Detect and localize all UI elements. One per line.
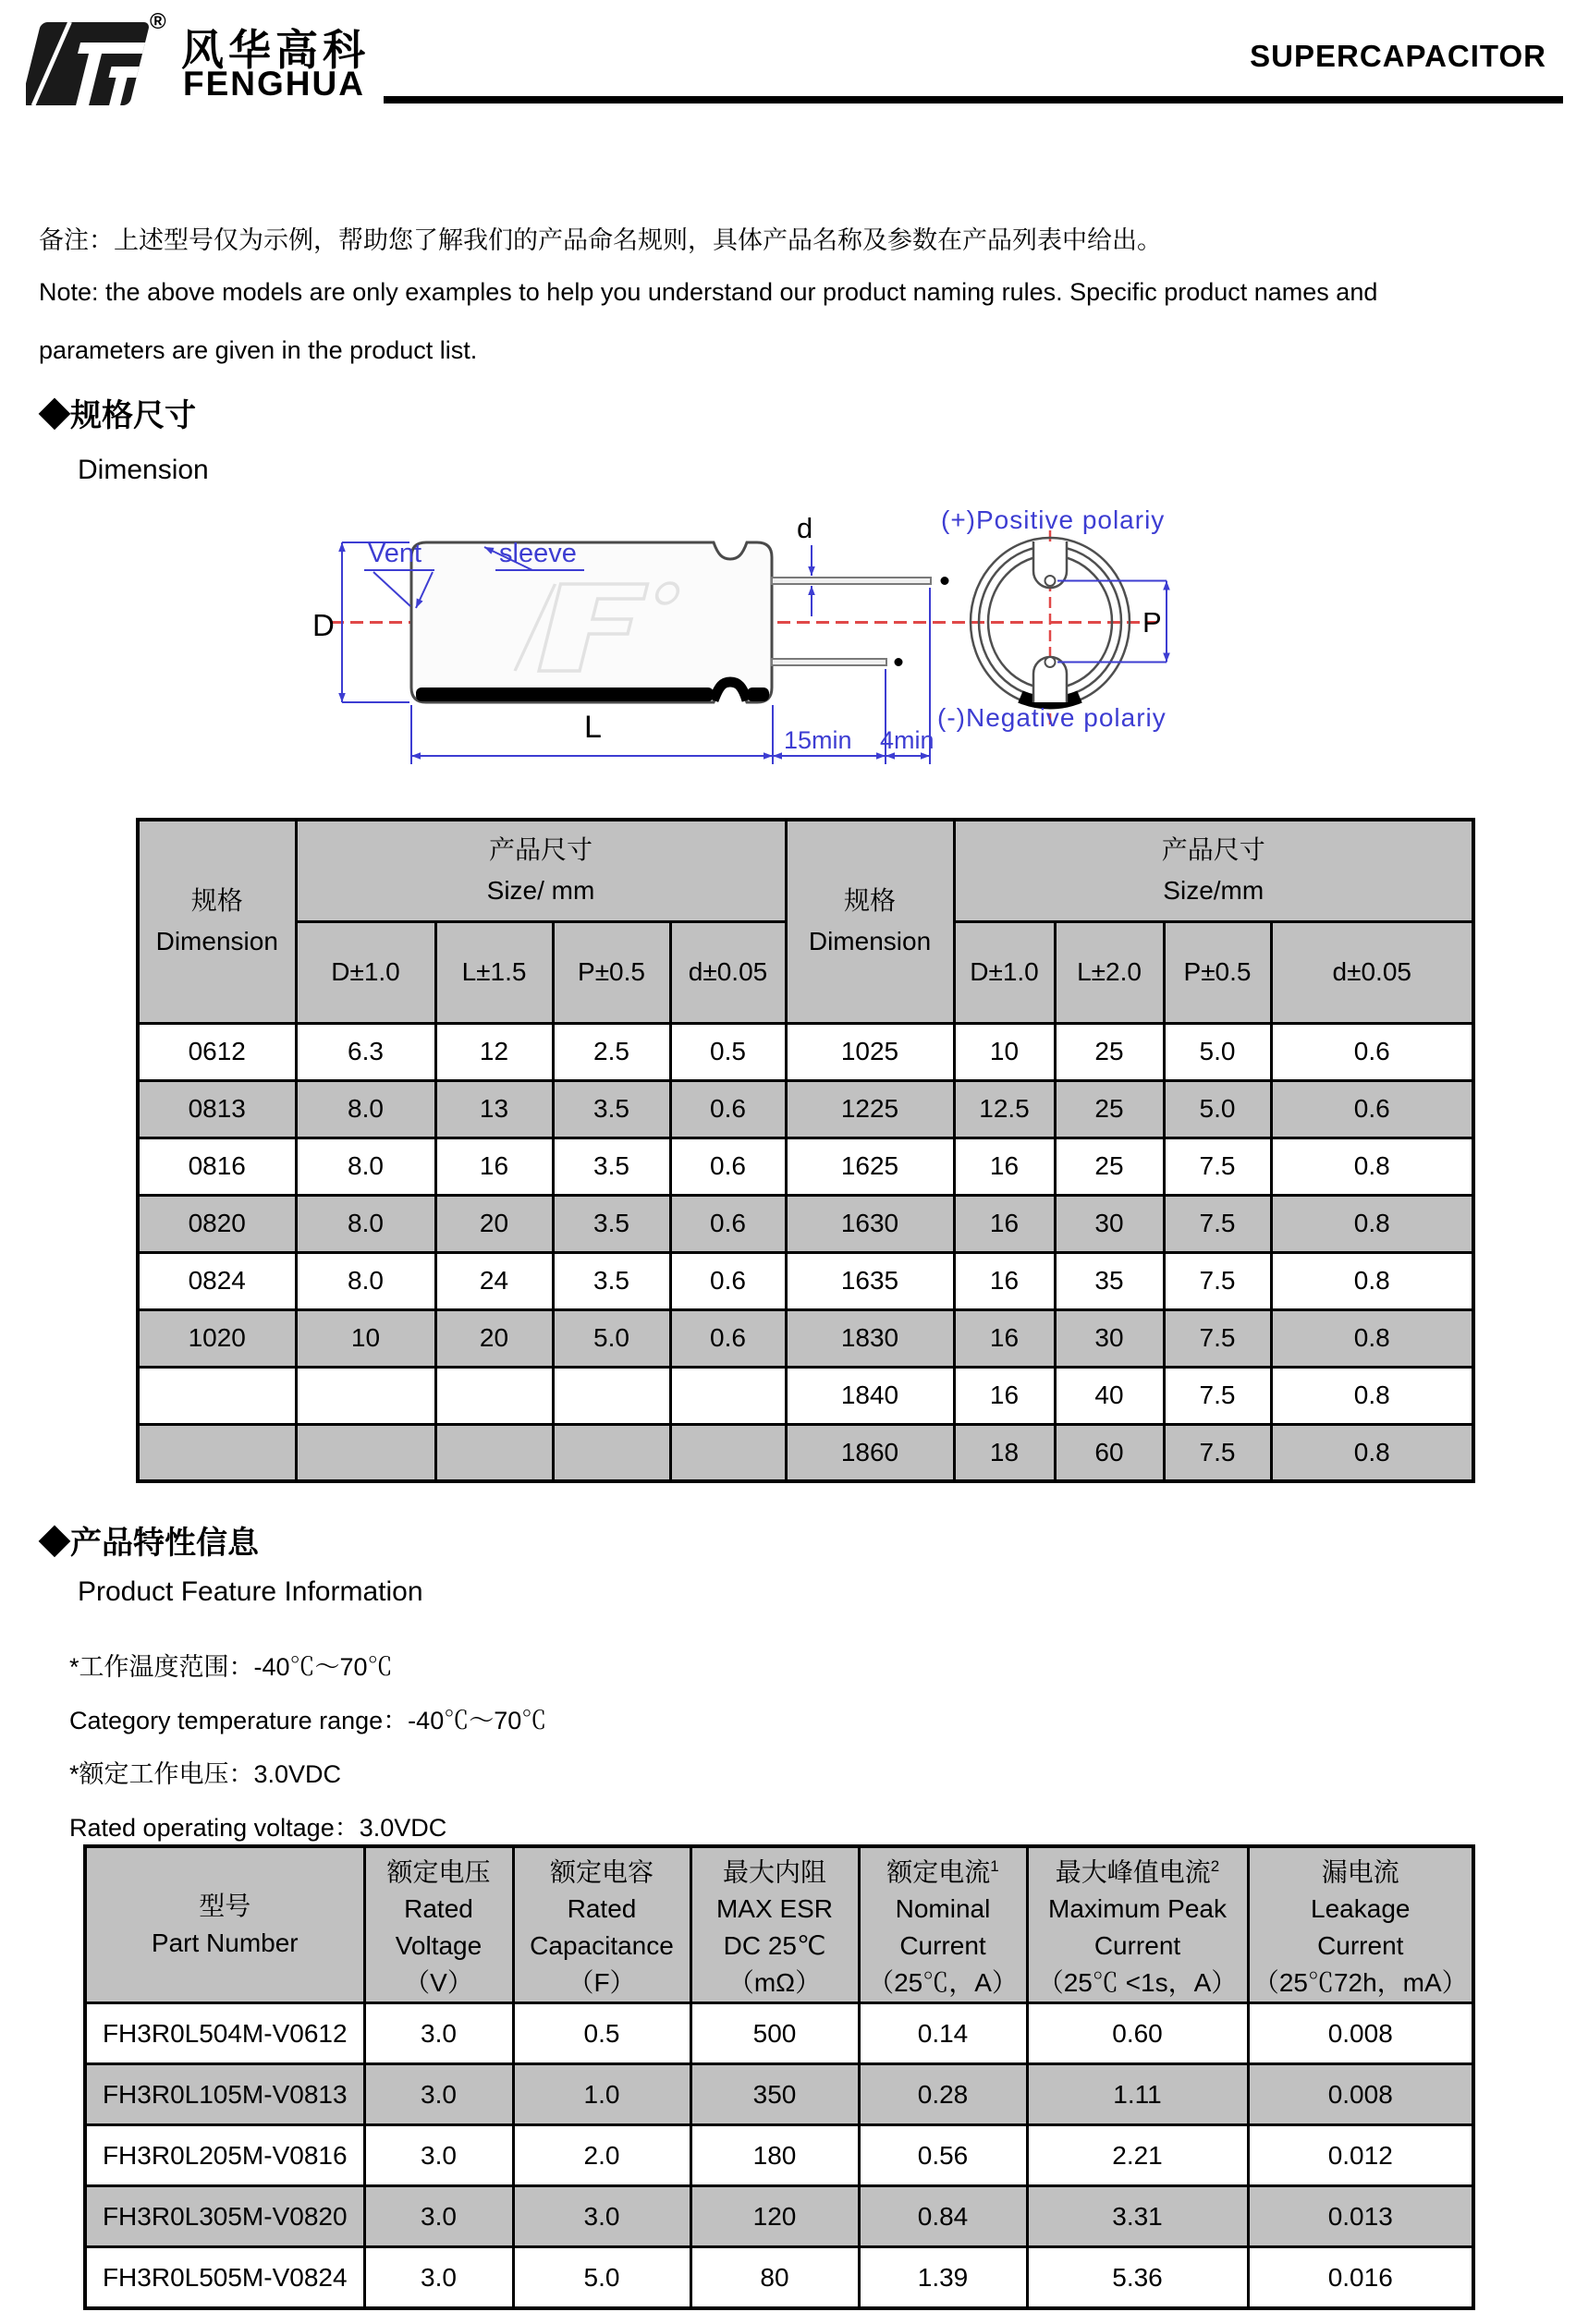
negative-lead	[772, 659, 886, 665]
table-row	[138, 1138, 1473, 1195]
table-cell: 3.0	[364, 2186, 513, 2247]
lead-diameter-label: d	[797, 512, 813, 544]
table-cell: 3.0	[364, 2247, 513, 2308]
table-cell: 0.016	[1248, 2247, 1473, 2308]
table-cell: 3.31	[1027, 2186, 1248, 2247]
table-cell: 0824	[138, 1252, 296, 1309]
page-title: SUPERCAPACITOR	[1250, 39, 1546, 73]
table-row	[85, 2186, 1473, 2247]
logo-registered-mark: ®	[150, 9, 166, 34]
part-number-cell: FH3R0L505M-V0824	[85, 2247, 364, 2308]
header-superscript: 2	[1210, 1857, 1220, 1875]
col-header: L±2.0	[1055, 921, 1164, 1023]
table-cell: 16	[954, 1309, 1055, 1367]
negative-lead-dot	[895, 658, 903, 666]
spec-header-cn: 规格	[843, 886, 896, 916]
table-cell: 60	[1055, 1424, 1164, 1481]
table-cell: 7.5	[1164, 1424, 1271, 1481]
table-row	[85, 2247, 1473, 2308]
table-cell	[553, 1367, 670, 1424]
dimension-table	[136, 818, 1475, 1483]
body-bottom-band-right	[747, 687, 769, 701]
table-cell: 1840	[786, 1367, 954, 1424]
table-cell: 16	[954, 1138, 1055, 1195]
part-number-header	[85, 1846, 364, 2003]
table-cell: 3.5	[553, 1252, 670, 1309]
table-cell: 30	[1055, 1195, 1164, 1252]
table-cell: 5.0	[513, 2247, 690, 2308]
size-header-cn: 产品尺寸	[488, 835, 593, 865]
vent-label: Vent	[368, 539, 422, 568]
header-line: Voltage	[395, 1931, 483, 1961]
header-line: （mΩ）	[727, 1968, 822, 1998]
table-cell: 8.0	[296, 1195, 435, 1252]
dimension-table-spec-header-right	[786, 820, 954, 1023]
header-line: Rated	[404, 1894, 473, 1924]
part-number-cell: FH3R0L105M-V0813	[85, 2064, 364, 2125]
table-cell: 0.6	[1271, 1023, 1473, 1080]
table-cell: 3.0	[513, 2186, 690, 2247]
table-cell: 1.11	[1027, 2064, 1248, 2125]
positive-lead-dot	[941, 577, 949, 585]
table-row	[85, 2064, 1473, 2125]
table-row	[85, 2125, 1473, 2186]
table-cell: 7.5	[1164, 1138, 1271, 1195]
size-header-left	[296, 820, 786, 921]
table-cell: 7.5	[1164, 1367, 1271, 1424]
col-header: d±0.05	[1271, 921, 1473, 1023]
header-cn-text: 额定电压	[386, 1857, 491, 1887]
table-cell	[670, 1367, 786, 1424]
header-line: Nominal	[895, 1894, 991, 1924]
table-cell: 10	[296, 1309, 435, 1367]
spec-header-en: Dimension	[155, 927, 278, 956]
table-row	[138, 1367, 1473, 1424]
col-header: d±0.05	[670, 921, 786, 1023]
table-cell: 1630	[786, 1195, 954, 1252]
table-cell: 1635	[786, 1252, 954, 1309]
note-line-en2: parameters are given in the product list.	[39, 336, 478, 364]
table-cell: 16	[954, 1195, 1055, 1252]
col-header: D±1.0	[296, 921, 435, 1023]
table-cell: 0.012	[1248, 2125, 1473, 2186]
table-row	[138, 1252, 1473, 1309]
table-cell: 80	[690, 2247, 859, 2308]
header-line: （F）	[568, 1968, 636, 1998]
col-header: D±1.0	[954, 921, 1055, 1023]
table-cell: 25	[1055, 1138, 1164, 1195]
header-line: （25℃ <1s，A）	[1037, 1968, 1238, 1998]
negative-lead-hole	[1045, 657, 1056, 667]
table-cell: 3.5	[553, 1080, 670, 1138]
table-cell: 20	[435, 1195, 553, 1252]
table-cell: 7.5	[1164, 1309, 1271, 1367]
note-line-cn: 备注：上述型号仅为示例，帮助您了解我们的产品命名规则，具体产品名称及参数在产品列表中给出。	[39, 226, 1162, 254]
feature-heading-en: Product Feature Information	[78, 1576, 423, 1607]
table-cell: 12	[435, 1023, 553, 1080]
table-cell: 0.013	[1248, 2186, 1473, 2247]
table-cell: 7.5	[1164, 1252, 1271, 1309]
spec-header-en: Dimension	[808, 927, 932, 956]
table-cell	[296, 1424, 435, 1481]
table-cell: 18	[954, 1424, 1055, 1481]
table-cell: 7.5	[1164, 1195, 1271, 1252]
table-cell: 180	[690, 2125, 859, 2186]
table-cell: 5.36	[1027, 2247, 1248, 2308]
feature-heading-cn: ◆产品特性信息	[39, 1526, 259, 1561]
brand-name-cn: 风华高科	[181, 26, 370, 74]
table-cell: 24	[435, 1252, 553, 1309]
table-cell: 5.0	[1164, 1023, 1271, 1080]
table-cell: 0.60	[1027, 2003, 1248, 2064]
table-cell: 1625	[786, 1138, 954, 1195]
table-cell: 12.5	[954, 1080, 1055, 1138]
table-cell: 0.008	[1248, 2064, 1473, 2125]
table-cell: 500	[690, 2003, 859, 2064]
table-cell: 5.0	[1164, 1080, 1271, 1138]
feature-line: *工作温度范围：-40℃～70℃	[69, 1653, 393, 1681]
max-esr-header	[690, 1846, 859, 2003]
dimension-table-spec-header-left	[138, 820, 296, 1023]
header-line: Current	[1317, 1931, 1404, 1961]
table-cell: 30	[1055, 1309, 1164, 1367]
header-cn-text: 额定电容	[549, 1857, 654, 1887]
part-number-cell: FH3R0L305M-V0820	[85, 2186, 364, 2247]
pitch-label: P	[1142, 606, 1162, 639]
lead-length-min-label: 15min	[784, 726, 852, 754]
header-line: Rated	[567, 1894, 637, 1924]
sleeve-label: sleeve	[499, 539, 577, 568]
header-line-cn	[515, 1848, 690, 1891]
table-cell: 0.6	[670, 1252, 786, 1309]
header-cn-text: 额定电流	[886, 1857, 991, 1887]
table-cell: 1.39	[859, 2247, 1027, 2308]
table-cell: 0.5	[670, 1023, 786, 1080]
size-header-unit: Size/mm	[1163, 876, 1264, 906]
dimension-heading-cn: ◆规格尺寸	[39, 398, 196, 433]
capacitor-body	[411, 542, 772, 702]
table-cell: 3.0	[364, 2064, 513, 2125]
header-line: Leakage	[1311, 1894, 1411, 1924]
header-cn-text: 最大峰值电流	[1055, 1857, 1211, 1887]
table-cell: 0.28	[859, 2064, 1027, 2125]
header-line: （V）	[404, 1968, 473, 1998]
table-cell: 350	[690, 2064, 859, 2125]
header-line-cn	[1029, 1848, 1247, 1891]
size-header-cn: 产品尺寸	[1161, 835, 1265, 865]
table-cell: 1020	[138, 1309, 296, 1367]
table-row	[138, 1080, 1473, 1138]
table-cell: 35	[1055, 1252, 1164, 1309]
size-header-right	[954, 820, 1473, 921]
table-cell: 0.008	[1248, 2003, 1473, 2064]
table-cell: 0.56	[859, 2125, 1027, 2186]
table-cell: 0.8	[1271, 1195, 1473, 1252]
table-cell	[138, 1424, 296, 1481]
table-cell: 0612	[138, 1023, 296, 1080]
header-cn-text: 漏电流	[1321, 1857, 1399, 1887]
header-line: Current	[1093, 1931, 1181, 1961]
table-cell: 0.6	[670, 1195, 786, 1252]
table-cell: 10	[954, 1023, 1055, 1080]
fenghua-logo-icon	[26, 17, 166, 116]
table-cell: 2.5	[553, 1023, 670, 1080]
size-header-unit: Size/ mm	[486, 876, 595, 906]
table-cell: 3.0	[364, 2003, 513, 2064]
col-header: L±1.5	[435, 921, 553, 1023]
table-cell: 20	[435, 1309, 553, 1367]
feature-line: *额定工作电压：3.0VDC	[69, 1760, 342, 1788]
table-cell: 1.0	[513, 2064, 690, 2125]
table-row	[138, 1309, 1473, 1367]
header-line: Capacitance	[530, 1931, 674, 1961]
table-cell: 0.8	[1271, 1424, 1473, 1481]
table-cell	[138, 1367, 296, 1424]
table-cell: 0816	[138, 1138, 296, 1195]
col-header: P±0.5	[1164, 921, 1271, 1023]
table-cell: 8.0	[296, 1252, 435, 1309]
header-line: （25℃，A）	[868, 1968, 1018, 1998]
table-cell: 1860	[786, 1424, 954, 1481]
table-cell: 120	[690, 2186, 859, 2247]
table-cell: 6.3	[296, 1023, 435, 1080]
table-cell: 25	[1055, 1023, 1164, 1080]
table-cell: 0.6	[1271, 1080, 1473, 1138]
dimension-heading-en: Dimension	[78, 455, 209, 485]
table-cell: 25	[1055, 1080, 1164, 1138]
table-cell: 0.8	[1271, 1309, 1473, 1367]
header-line: MAX ESR	[715, 1894, 834, 1924]
length-label: L	[584, 710, 602, 745]
table-row	[85, 2003, 1473, 2064]
header-cn-text: 最大内阻	[722, 1857, 826, 1887]
table-cell: 0.8	[1271, 1252, 1473, 1309]
table-cell: 13	[435, 1080, 553, 1138]
leakage-current-header	[1248, 1846, 1473, 2003]
table-cell: 3.5	[553, 1138, 670, 1195]
header-line-cn	[692, 1848, 858, 1891]
table-cell: 1830	[786, 1309, 954, 1367]
header-line-cn: 型号	[199, 1892, 251, 1921]
spec-header-cn: 规格	[190, 886, 243, 916]
nominal-current-header	[859, 1846, 1027, 2003]
feature-line: Category temperature range：-40℃～70℃	[69, 1707, 547, 1734]
rated-capacitance-header	[513, 1846, 690, 2003]
table-cell: 0.84	[859, 2186, 1027, 2247]
table-cell: 3.0	[364, 2125, 513, 2186]
table-cell: 0.6	[670, 1138, 786, 1195]
table-cell: 8.0	[296, 1138, 435, 1195]
table-cell: 0820	[138, 1195, 296, 1252]
table-cell: 40	[1055, 1367, 1164, 1424]
header-line: Current	[899, 1931, 986, 1961]
max-peak-current-header	[1027, 1846, 1248, 2003]
table-cell: 0.8	[1271, 1138, 1473, 1195]
header-line-cn	[861, 1848, 1026, 1891]
note-line-en1: Note: the above models are only examples to help you understand our product naming rules. Specific product names and	[39, 278, 1378, 306]
header-line: Part Number	[151, 1929, 299, 1958]
positive-polarity-label: (+)Positive polariy	[941, 505, 1166, 534]
table-cell: 1025	[786, 1023, 954, 1080]
table-cell: 2.0	[513, 2125, 690, 2186]
positive-lead-hole	[1045, 576, 1056, 586]
table-cell: 0.14	[859, 2003, 1027, 2064]
body-bottom-band	[416, 687, 714, 701]
header-line: （25℃72h，mA）	[1252, 1968, 1468, 1998]
capacitor-dimension-diagram	[0, 490, 1576, 815]
header-superscript: 1	[990, 1857, 999, 1875]
negative-polarity-label: (-)Negative polariy	[937, 703, 1167, 732]
table-cell: 0.6	[670, 1080, 786, 1138]
header-line-cn	[366, 1848, 512, 1891]
table-cell: 0.5	[513, 2003, 690, 2064]
brand-name-en: FENGHUA	[183, 65, 365, 103]
table-cell: 1225	[786, 1080, 954, 1138]
header-line-cn	[1250, 1848, 1472, 1891]
header-divider	[384, 96, 1563, 103]
positive-lead	[772, 578, 931, 584]
diameter-label: D	[312, 608, 335, 642]
table-row	[138, 1424, 1473, 1481]
table-row	[138, 1195, 1473, 1252]
table-cell	[670, 1424, 786, 1481]
part-number-cell: FH3R0L504M-V0612	[85, 2003, 364, 2064]
col-header: P±0.5	[553, 921, 670, 1023]
table-cell: 16	[954, 1367, 1055, 1424]
table-cell: 3.5	[553, 1195, 670, 1252]
table-cell: 8.0	[296, 1080, 435, 1138]
table-cell: 0.6	[670, 1309, 786, 1367]
body-crimp-notch	[714, 682, 747, 700]
table-cell	[435, 1367, 553, 1424]
table-cell: 2.21	[1027, 2125, 1248, 2186]
tip-length-min-label: 4min	[880, 726, 935, 754]
feature-line: Rated operating voltage：3.0VDC	[69, 1814, 447, 1842]
header-line: Maximum Peak	[1048, 1894, 1227, 1924]
table-cell: 16	[435, 1138, 553, 1195]
table-cell: 16	[954, 1252, 1055, 1309]
table-cell	[435, 1424, 553, 1481]
part-number-cell: FH3R0L205M-V0816	[85, 2125, 364, 2186]
table-cell: 0813	[138, 1080, 296, 1138]
product-feature-table	[83, 1844, 1475, 2310]
table-cell	[553, 1424, 670, 1481]
rated-voltage-header	[364, 1846, 513, 2003]
table-row	[138, 1023, 1473, 1080]
header-line: DC 25℃	[723, 1931, 826, 1961]
table-cell: 5.0	[553, 1309, 670, 1367]
table-cell: 0.8	[1271, 1367, 1473, 1424]
table-cell	[296, 1367, 435, 1424]
